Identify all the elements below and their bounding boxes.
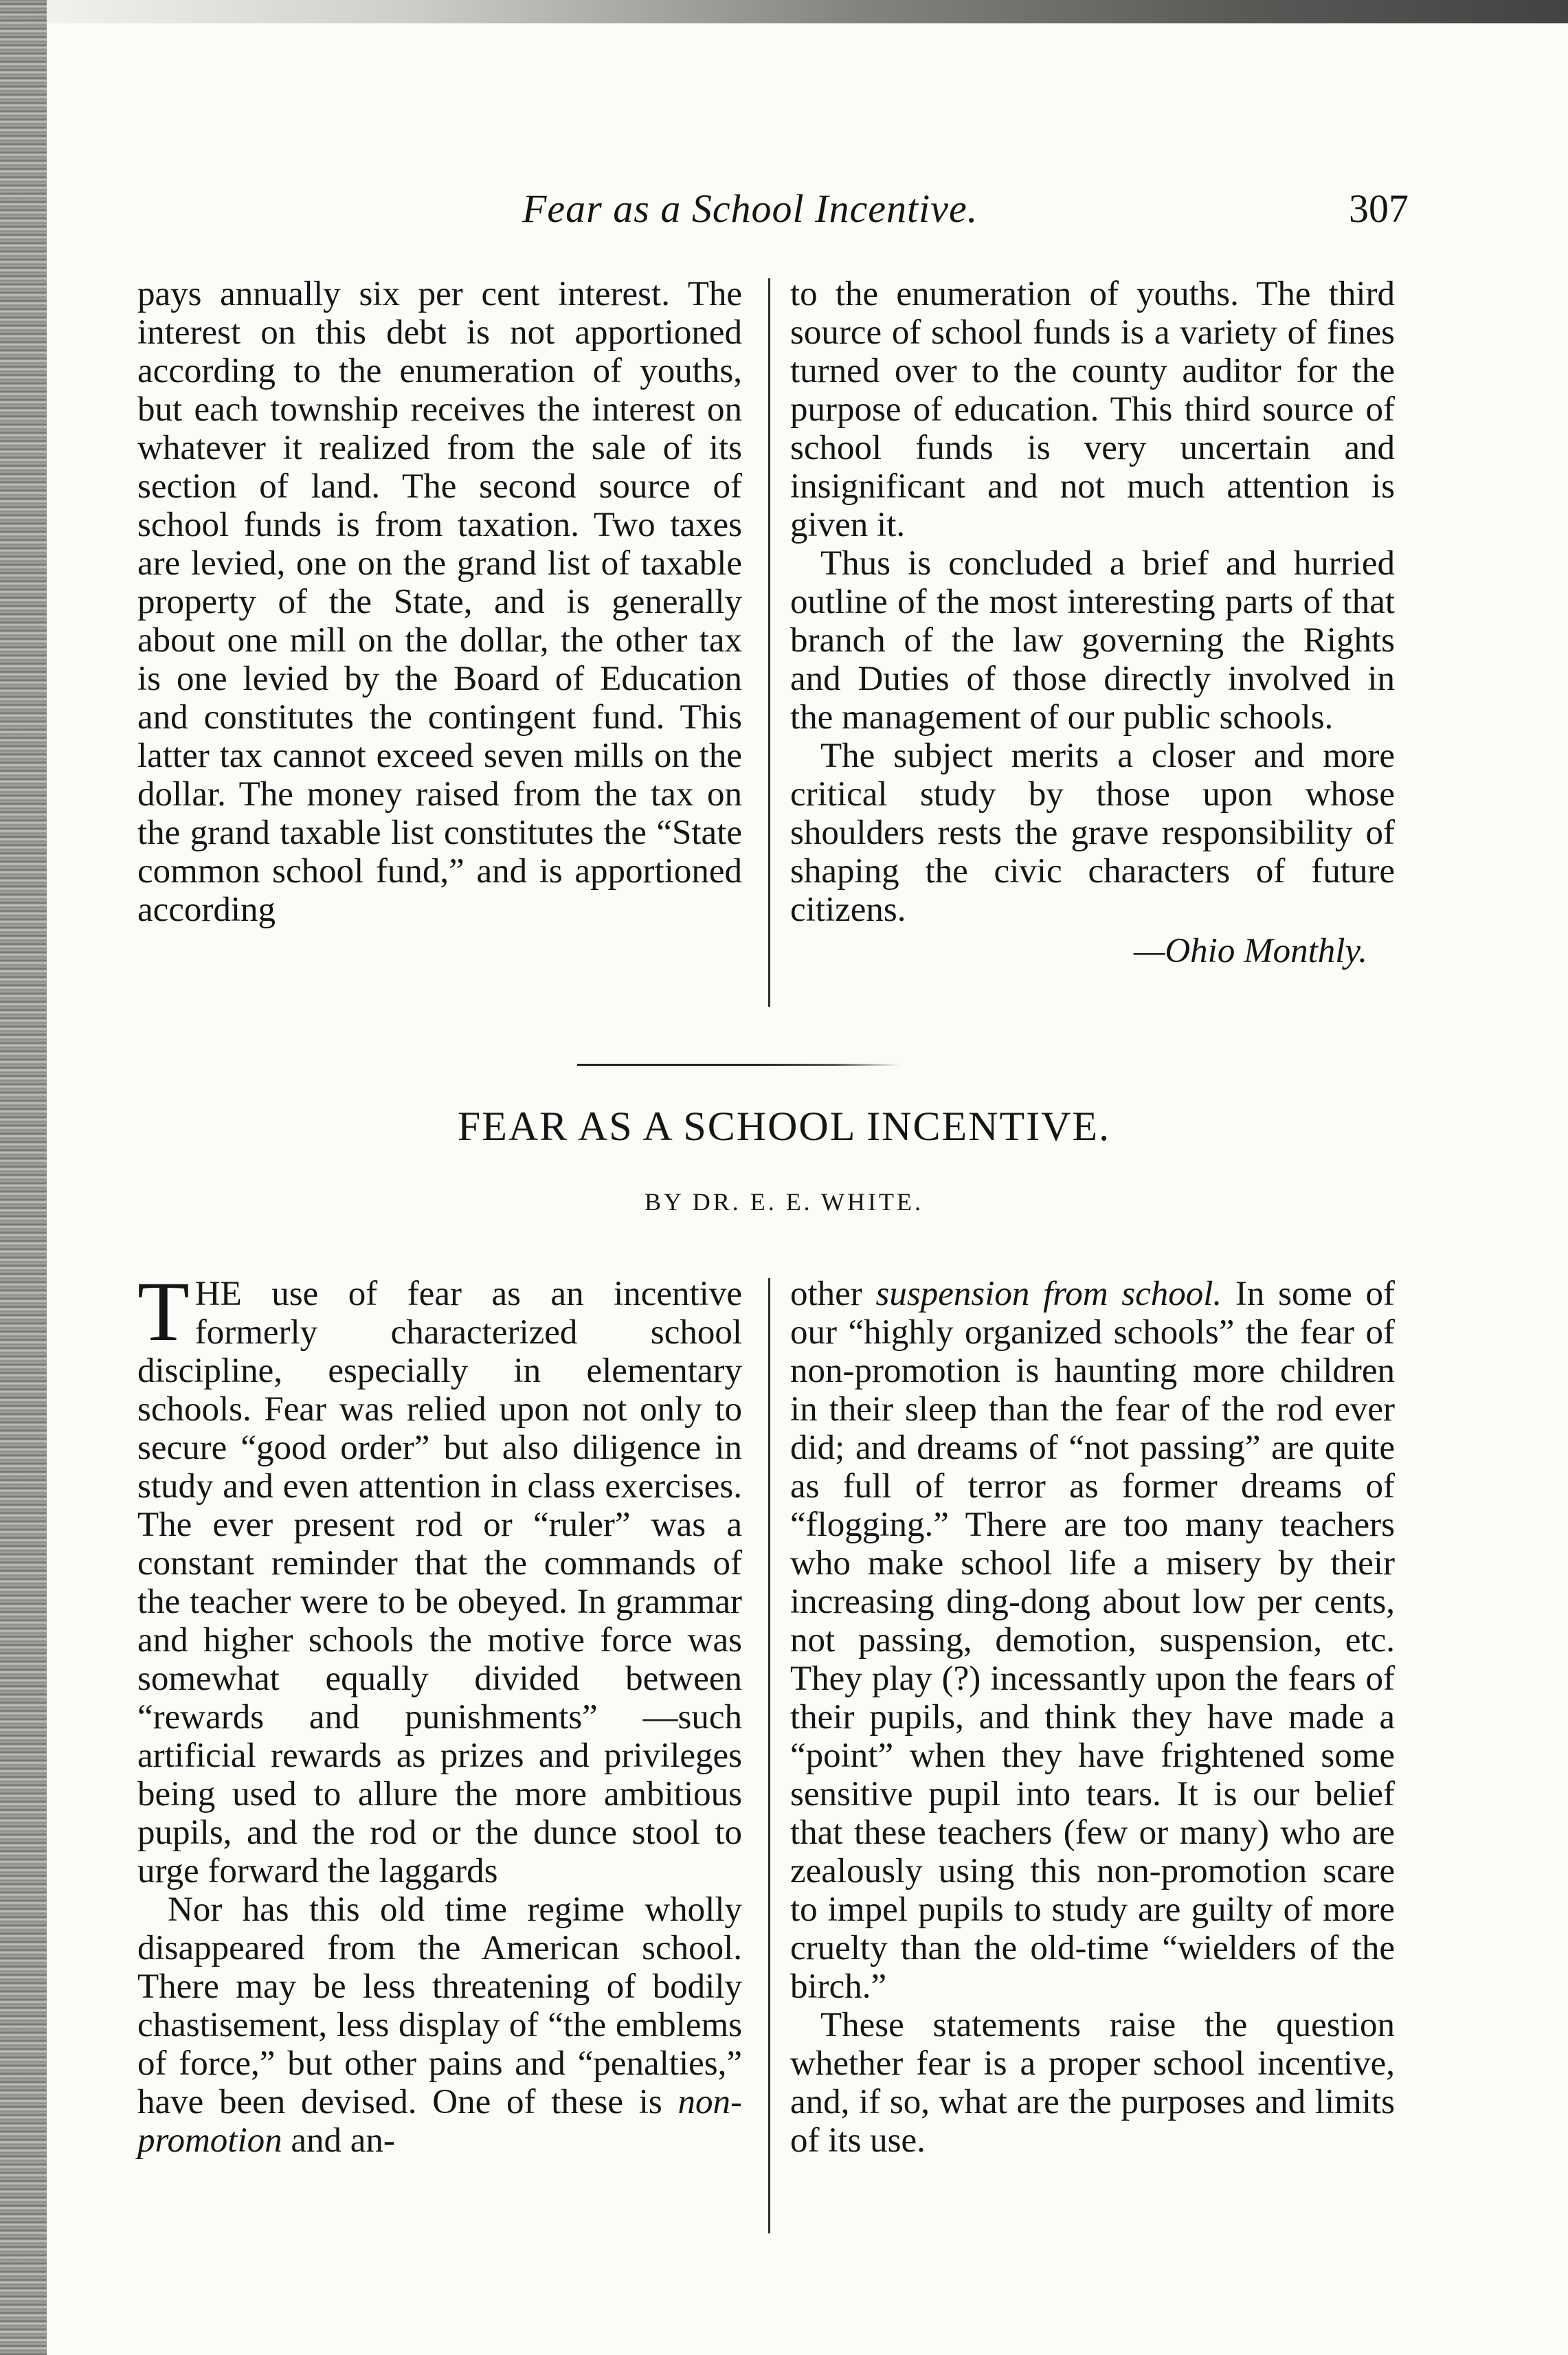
article-right-paragraph-2: These statements raise the question whether fear is a proper school incentive, and, if so, what are the purposes and limits of its use.: [790, 2006, 1395, 2160]
article-byline: BY DR. E. E. WHITE.: [645, 1188, 923, 1216]
prev-right-paragraph-3: The subject merits a closer and more critical study by those upon whose shoulders rests the grave responsibility of shaping the civic characters of future citizens.: [790, 737, 1395, 929]
drop-cap: T: [137, 1264, 190, 1359]
right-p1-emphasis: suspension from school.: [875, 1275, 1222, 1313]
article-left-column: [137, 1264, 742, 2160]
column-divider-top: [768, 278, 770, 1007]
left-p2-text-b: and an-: [282, 2121, 395, 2160]
article-right-column: [790, 1275, 1395, 2160]
prev-article-right-column: [790, 275, 1395, 970]
right-p1-text-a: other: [790, 1275, 876, 1313]
article-left-paragraph-1-text: HE use of fear as an incentive formerly characterized school discipline, especially in elementary schools. Fear was relied upon not only to secure “good order” but also diligence in study and even attention in class exercises. The ever present rod or “ruler” was a constant reminder that the commands of the teacher were to be obeyed. In grammar and higher schools the motive force was somewhat equally divided between “rewards and punishments” —such artificial rewards as prizes and privileges being used to allure the more ambitious pupils, and the rod or the dunce stool to urge forward the laggards: [137, 1275, 742, 1890]
attribution: —Ohio Monthly.: [1134, 932, 1367, 970]
left-p2-text-a: Nor has this old time regime wholly disappeared from the American school. There may be less threatening of bodily chastisement, less display of “the emblems of force,” but other pains and “penalties,” have been devised. One of these is: [137, 1890, 742, 2121]
article-left-paragraph-1: [137, 1264, 742, 1890]
left-p2-emphasis: non-promotion: [137, 2083, 742, 2160]
scan-top-edge: [0, 0, 1568, 23]
running-title: Fear as a School Incentive.: [522, 186, 978, 231]
prev-right-paragraph-1: to the enumeration of youths. The third source of school funds is a variety of fines turned over to the county auditor for the purpose of education. This third source of school funds is very uncertain and insignificant and not much attention is given it.: [790, 275, 1395, 544]
article-right-paragraph-1: [790, 1275, 1395, 2006]
right-p1-text-b: In some of our “highly organized schools” the fear of non-promotion is haunting more children in their sleep than the fear of the rod ever did; and dreams of “not passing” are quite as full of terror as former dreams of “flogging.” There are too many teachers who make school life a misery by their increasing ding-dong about low per cents, not passing, demotion, suspension, etc. They play (?) incessantly upon the fears of their pupils, and think they have made a “point” when they have frightened some sensitive pupil into tears. It is our belief that these teachers (few or many) who are zealously using this non-promotion scare to impel pupils to study are guilty of more cruelty than the old-time “wielders of the birch.”: [790, 1275, 1395, 2006]
article-left-paragraph-2: [137, 1890, 742, 2160]
section-rule: [577, 1064, 900, 1066]
prev-article-left-column: [137, 275, 742, 929]
scan-left-edge: [0, 0, 47, 2355]
prev-left-paragraph: pays annually six per cent interest. The interest on this debt is not apportioned according to the enumeration of youths, but each township receives the interest on whatever it realized from the sale of its section of land. The second source of school funds is from taxation. Two taxes are levied, one on the grand list of taxable property of the State, and is generally about one mill on the dollar, the other tax is one levied by the Board of Education and constitutes the contingent fund. This latter tax cannot exceed seven mills on the dollar. The money raised from the tax on the grand taxable list constitutes the “State common school fund,” and is apportioned according: [137, 275, 742, 929]
article-title: FEAR AS A SCHOOL INCENTIVE.: [457, 1104, 1111, 1149]
column-divider-bottom: [768, 1278, 770, 2233]
prev-right-paragraph-2: Thus is concluded a brief and hurried outline of the most interesting parts of that branch of the law governing the Rights and Duties of those directly involved in the management of our public schools.: [790, 544, 1395, 737]
page-number: 307: [1349, 186, 1409, 231]
running-header: [522, 186, 1409, 241]
